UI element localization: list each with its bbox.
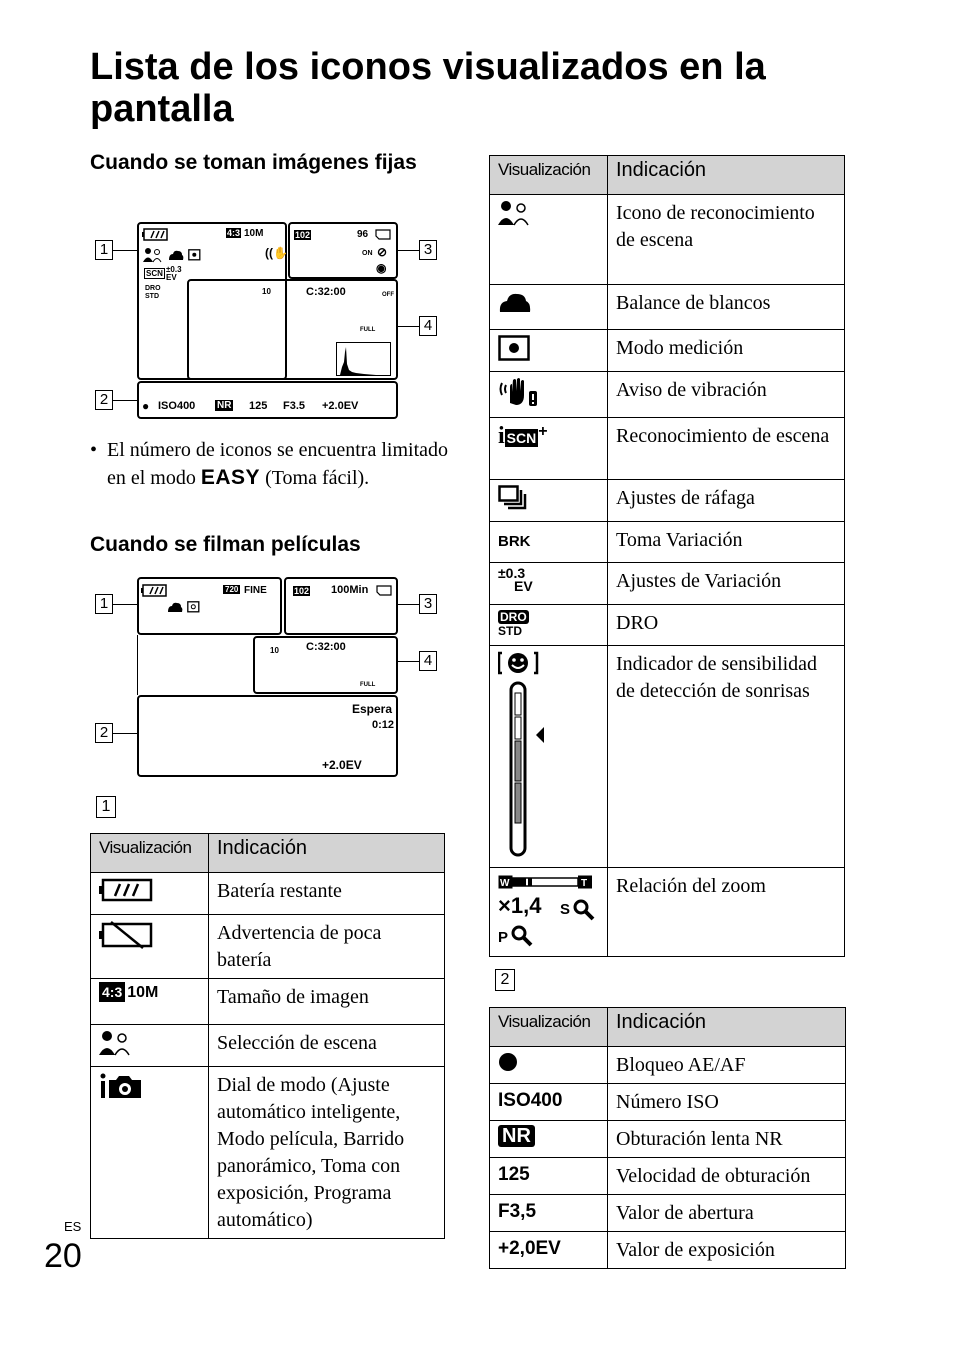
movie-ev-label: +2.0EV — [322, 758, 362, 772]
aperture-value: F3,5 — [498, 1201, 537, 1222]
iscn-small: SCN — [146, 269, 163, 278]
easy-mode-note: • El número de iconos se encuentra limitado en el modo EASY (Toma fácil). — [90, 439, 449, 489]
table1-row2-text: Advertencia de poca batería — [209, 915, 445, 979]
table1-row5-text: Dial de modo (Ajuste automático inteligente, Modo película, Barrido panorámico, Toma con exposición, Programa automático) — [209, 1067, 445, 1239]
image-size-icon: 4:3 10M — [99, 984, 158, 1001]
table2-row2-text: Número ISO — [608, 1084, 846, 1121]
tableR-row3-text: Modo medición — [608, 330, 845, 372]
iso-label: ISO400 — [158, 400, 196, 412]
table1-row3-text: Tamaño de imagen — [209, 979, 445, 1025]
mode-dial-icon — [99, 1072, 143, 1100]
movie-marker-3: 3 — [419, 594, 437, 614]
marker-3: 3 — [419, 240, 437, 260]
ae-af-lock-icon — [498, 1052, 518, 1072]
tableR-head-display: Visualización — [490, 156, 608, 195]
table2-row5-text: Valor de abertura — [608, 1195, 846, 1232]
ev-label: +2.0EV — [322, 400, 359, 412]
svg-text:T: T — [581, 878, 588, 889]
tableR-row2-text: Balance de blancos — [608, 285, 845, 330]
tableR-head-indication: Indicación — [608, 156, 845, 195]
tableR-row8-text: Ajustes de Variación — [608, 563, 845, 605]
zoom-scale-icon: W T ×1,4 S P — [498, 873, 599, 951]
table2-row1-text: Bloqueo AE/AF — [608, 1047, 846, 1084]
eye-icon: ◉ — [376, 261, 387, 275]
shutter-value: 125 — [498, 1164, 530, 1185]
tableR-row6-text: Ajustes de ráfaga — [608, 480, 845, 522]
movie-card-icon — [376, 585, 392, 596]
table1-row1-text: Batería restante — [209, 873, 445, 915]
movie-marker-4: 4 — [419, 651, 437, 671]
full-label: FULL — [360, 327, 376, 333]
white-balance-icon — [498, 290, 532, 314]
aspect-badge: 4:3 — [227, 228, 241, 238]
svg-text:W: W — [500, 878, 510, 889]
memory-card-icon — [375, 229, 391, 240]
res-badge: 720 — [225, 585, 239, 594]
marker-2: 2 — [95, 390, 113, 410]
battery-icon — [142, 228, 168, 241]
easy-mode-icon: EASY — [200, 466, 261, 489]
scene-recognition-icon — [498, 200, 530, 226]
remaining-label: 96 — [357, 229, 369, 240]
tableR-row9-text: DRO — [608, 605, 845, 646]
bracket-settings-icon: ±0.3 EV — [498, 565, 533, 594]
smile-sensitivity-icon — [498, 651, 558, 857]
dro-icon: DRO STD — [498, 610, 527, 638]
battery-icon — [99, 878, 153, 902]
ae-lock-dot: ● — [142, 399, 150, 413]
vibration-warning-icon — [498, 377, 538, 407]
page-title: Lista de los iconos visualizados en la pantalla — [90, 46, 766, 130]
table-right — [489, 155, 845, 957]
movie-wb-icon — [167, 601, 183, 613]
language-tag: ES — [64, 1219, 82, 1234]
flash-icon: ⊘ — [377, 245, 388, 259]
table2-row3-text: Obturación lenta NR — [608, 1121, 846, 1158]
table1-head-indication: Indicación — [209, 834, 445, 873]
scene-selection-icon — [99, 1030, 131, 1056]
marker-4: 4 — [419, 316, 437, 336]
scene-icon — [143, 247, 163, 263]
movie-metering-icon — [187, 601, 200, 613]
table2-head-display: Visualización — [490, 1008, 608, 1047]
tableR-row1-text: Icono de reconocimiento de escena — [608, 195, 845, 285]
table1-head-display: Visualización — [91, 834, 209, 873]
ev-small: ±0.3 EV — [166, 265, 182, 282]
movie-remaining-label: 100Min — [331, 584, 369, 596]
movie-marker-2: 2 — [95, 723, 113, 743]
table2-row6-text: Valor de exposición — [608, 1232, 846, 1269]
folder-label: 102 — [295, 230, 311, 240]
table2-marker: 2 — [495, 969, 515, 991]
table1-row4-text: Selección de escena — [209, 1025, 445, 1067]
still-heading: Cuando se toman imágenes fijas — [90, 151, 417, 174]
table1-marker: 1 — [96, 796, 116, 818]
nr-badge: NR — [217, 400, 232, 411]
aperture-label: F3.5 — [283, 400, 306, 412]
size-label: 10M — [244, 228, 264, 239]
elapsed-label: 0:12 — [372, 719, 395, 731]
movie-timer-label: 10 — [270, 646, 279, 655]
movie-battery-icon — [141, 584, 167, 597]
metering-mode-icon — [498, 335, 530, 361]
tableR-row4-text: Aviso de vibración — [608, 372, 845, 418]
tableR-row5-text: Reconocimiento de escena — [608, 418, 845, 480]
low-battery-icon — [99, 920, 155, 950]
movie-marker-1: 1 — [95, 594, 113, 614]
vibration-icon: ((✋ — [265, 246, 288, 260]
nr-icon: NR — [498, 1125, 535, 1147]
iso-value: ISO400 — [498, 1090, 563, 1111]
timer-label: 10 — [262, 287, 271, 296]
time-label: C:32:00 — [306, 286, 346, 298]
movie-heading: Cuando se filman películas — [90, 533, 361, 556]
brk-icon: BRK — [498, 533, 531, 550]
wb-icon — [168, 249, 184, 261]
dro-small: DRO STD — [145, 285, 161, 300]
smile-off-label: OFF — [382, 292, 394, 298]
tableR-row7-text: Toma Variación — [608, 522, 845, 563]
metering-icon — [188, 249, 201, 261]
on-label: ON — [362, 250, 373, 257]
table2-row4-text: Velocidad de obturación — [608, 1158, 846, 1195]
quality-label: FINE — [244, 585, 267, 596]
tableR-row10-text: Indicador de sensibilidad de detección de sonrisas — [608, 646, 845, 868]
movie-time-label: C:32:00 — [306, 641, 346, 653]
movie-folder-label: 102 — [294, 586, 310, 596]
tableR-row11-text: Relación del zoom — [608, 868, 845, 957]
burst-icon — [498, 485, 528, 511]
table2-head-indication: Indicación — [608, 1008, 846, 1047]
iscn-icon: i SCN + — [498, 423, 548, 449]
marker-1: 1 — [95, 240, 113, 260]
status-label: Espera — [352, 702, 393, 716]
movie-full-label: FULL — [360, 682, 376, 688]
table-2 — [489, 1007, 846, 1269]
table-1 — [90, 833, 445, 1239]
page-number: 20 — [44, 1237, 82, 1275]
shutter-label: 125 — [249, 400, 268, 412]
ev-value: +2,0EV — [498, 1238, 561, 1259]
histogram — [336, 342, 391, 376]
